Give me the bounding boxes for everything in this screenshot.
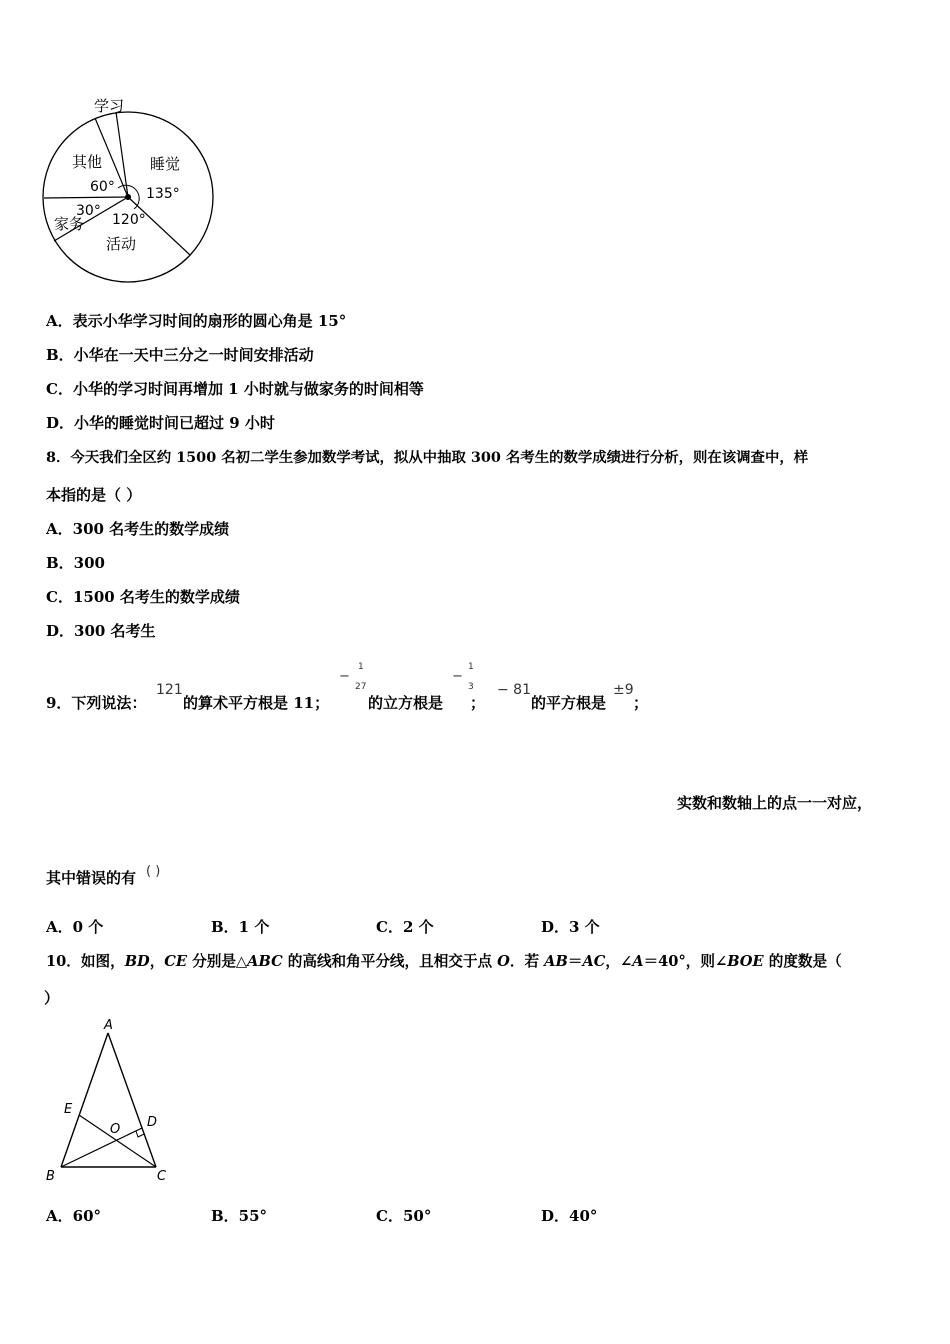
point-label-c: C [157, 1169, 167, 1184]
q10-option-b: B．55° [211, 1207, 268, 1225]
q10-stem-part: ABC [247, 953, 283, 970]
q10-stem-part: A [632, 953, 644, 970]
q10-stem-part: ，∠ [605, 953, 633, 970]
q8-option-b: B．300 [46, 554, 105, 572]
pie-center [125, 194, 131, 200]
q10-stem-part: ＝40°，则∠ [643, 953, 728, 970]
q10-option-a: A．60° [46, 1207, 102, 1225]
point-label-e: E [64, 1102, 73, 1117]
q10-option-c: C．50° [376, 1207, 432, 1225]
q9-text-3: 的平方根是 [531, 694, 607, 712]
pie-radius-housework [44, 197, 128, 198]
q9-option-c: C．2 个 [376, 918, 434, 936]
q10-stem-part: 10．如图， [46, 953, 125, 970]
q9-option-a: A．0 个 [46, 918, 104, 936]
pie-chart-figure [40, 95, 230, 285]
q9-math-121: 121 [156, 682, 183, 698]
q8-option-d: D．300 名考生 [46, 622, 156, 640]
q9-option-d: D．3 个 [541, 918, 600, 936]
pie-angle-other: 60° [90, 179, 115, 195]
point-label-d: D [147, 1115, 158, 1130]
q9-neg-sign-1: − [339, 669, 350, 684]
q10-stem-part: AB [544, 953, 568, 970]
q10-stem-line1 [46, 952, 842, 972]
q7-option-c: C．小华的学习时间再增加 1 小时就与做家务的时间相等 [46, 380, 424, 398]
q9-option-b: B．1 个 [211, 918, 270, 936]
pie-label-other: 其他 [72, 153, 103, 171]
triangle-side-ac [108, 1033, 156, 1167]
q10-stem-part: O [497, 953, 510, 970]
pie-label-activity: 活动 [106, 235, 137, 253]
q8-stem-line1: 8．今天我们全区约 1500 名初二学生参加数学考试，拟从中抽取 300 名考生的数学成绩进行分析，则在该调查中，样 [46, 449, 809, 466]
triangle-figure [40, 1015, 180, 1185]
q10-stem-part: AC [582, 953, 606, 970]
q8-option-a: A．300 名考生的数学成绩 [46, 520, 230, 538]
point-label-b: B [46, 1169, 55, 1184]
q10-stem-part: ， [149, 953, 165, 970]
q9-frac1-den: 27 [355, 682, 367, 692]
q10-stem-part: BOE [727, 953, 764, 970]
q9-frac2-den: 3 [468, 682, 474, 692]
triangle-side-ab [61, 1033, 108, 1167]
pie-label-study: 学习 [94, 97, 125, 115]
q9-stem-line3: 其中错误的有 [46, 869, 137, 887]
q10-stem-line2: ） [44, 989, 60, 1007]
point-label-o: O [110, 1122, 121, 1137]
q10-stem-part: 的高线和角平分线，且相交于点 [282, 953, 498, 970]
q10-stem-part: 的度数是（ [763, 953, 842, 970]
q9-semicolon-2: ； [633, 694, 649, 712]
pie-radius-study-right [116, 112, 128, 197]
q10-stem-part: BD [124, 953, 150, 970]
q9-math-pm9: ±9 [613, 682, 634, 698]
q10-stem-part: ＝ [567, 953, 583, 970]
q9-frac2-num: 1 [468, 662, 474, 672]
q10-stem-part: CE [164, 953, 188, 970]
point-label-a: A [104, 1018, 113, 1033]
q9-prefix: 9．下列说法： [46, 694, 147, 712]
q9-text-1: 的算术平方根是 11； [183, 694, 330, 712]
q9-stem-line2: 实数和数轴上的点一一对应， [677, 794, 873, 812]
pie-label-housework: 家务 [54, 215, 85, 233]
q9-answer-paren: ( ) [146, 864, 161, 879]
q9-neg-sign-2: − [452, 669, 463, 684]
q10-stem-part: ．若 [509, 953, 545, 970]
pie-label-sleep: 睡觉 [150, 155, 181, 173]
q9-math-neg81: − 81 [497, 682, 531, 698]
q7-option-d: D．小华的睡觉时间已超过 9 小时 [46, 414, 275, 432]
pie-angle-activity: 120° [112, 212, 146, 228]
q9-text-2: 的立方根是 [368, 694, 444, 712]
q7-option-a: A．表示小华学习时间的扇形的圆心角是 15° [46, 312, 347, 330]
q7-option-b: B．小华在一天中三分之一时间安排活动 [46, 346, 314, 364]
q9-frac1-num: 1 [358, 662, 364, 672]
pie-angle-sleep: 135° [146, 186, 180, 202]
q10-option-d: D．40° [541, 1207, 598, 1225]
q8-stem-line2: 本指的是（ ） [46, 486, 142, 504]
pie-angle-housework: 30° [76, 203, 101, 219]
q10-stem-part: 分别是△ [187, 953, 248, 970]
q8-option-c: C．1500 名考生的数学成绩 [46, 588, 240, 606]
q9-semicolon-1: ； [470, 694, 486, 712]
